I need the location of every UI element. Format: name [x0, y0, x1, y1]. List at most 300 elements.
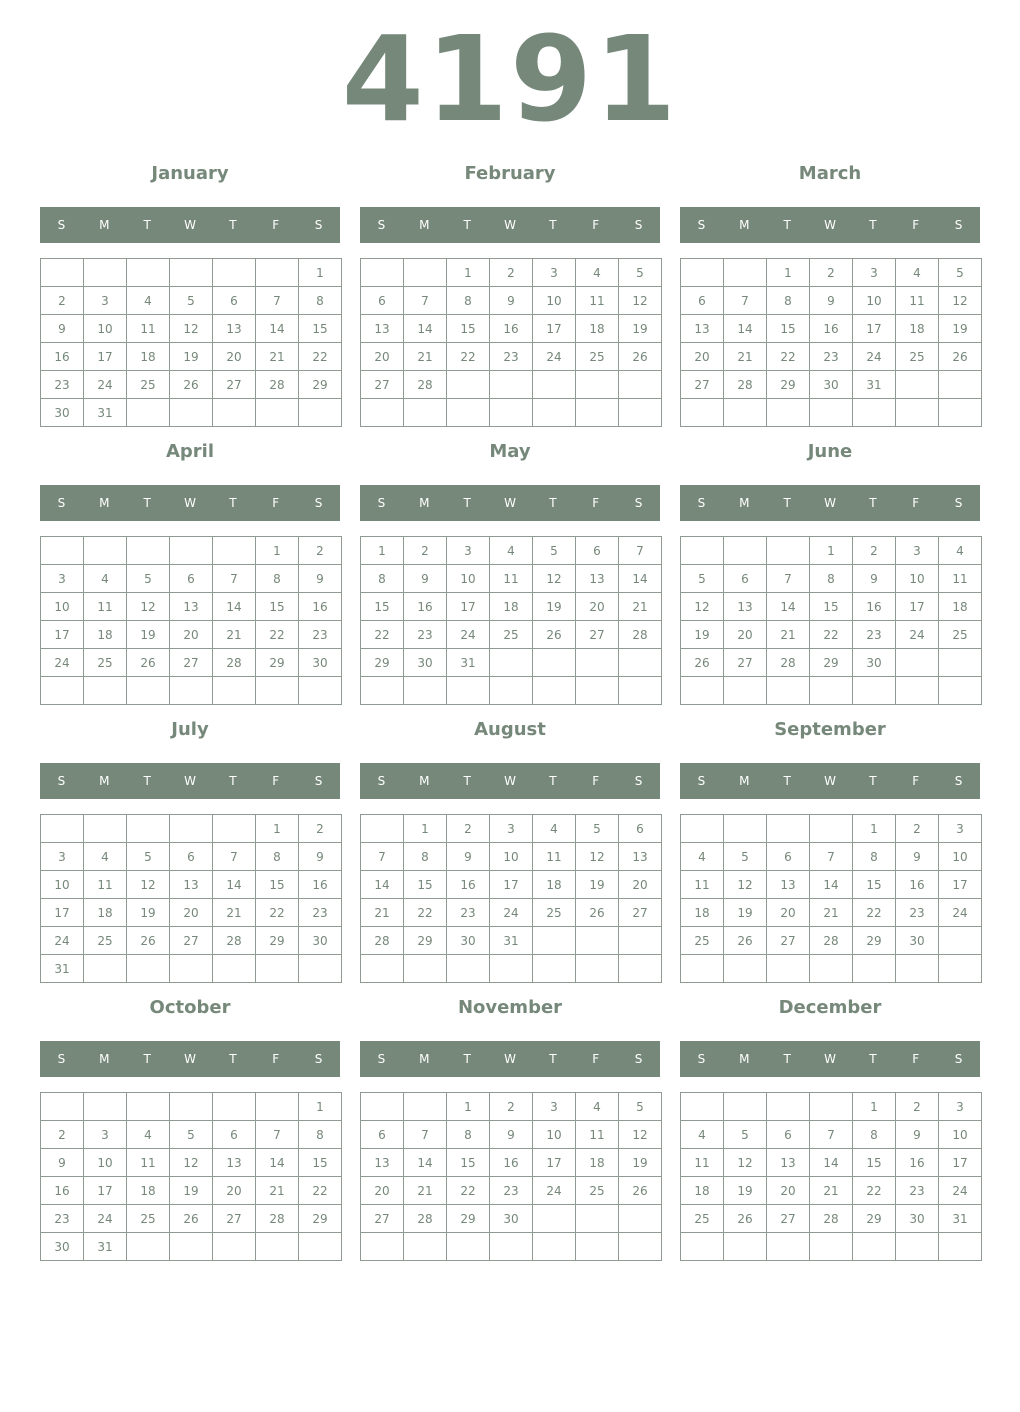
day-cell: 17	[939, 871, 982, 899]
day-cell	[533, 1233, 576, 1261]
day-cell	[213, 259, 256, 287]
weekday-label: S	[57, 496, 66, 510]
day-cell	[84, 815, 127, 843]
week-row	[41, 1121, 342, 1149]
day-cell: 8	[853, 1121, 896, 1149]
day-cell: 28	[213, 649, 256, 677]
week-row	[681, 593, 982, 621]
day-cell: 28	[810, 1205, 853, 1233]
day-cell: 22	[404, 899, 447, 927]
day-cell: 16	[41, 343, 84, 371]
day-cell: 21	[404, 1177, 447, 1205]
day-cell: 17	[84, 1177, 127, 1205]
day-cell: 8	[810, 565, 853, 593]
day-cell: 5	[724, 843, 767, 871]
day-cell: 4	[896, 259, 939, 287]
day-cell: 27	[724, 649, 767, 677]
day-cell: 17	[41, 621, 84, 649]
day-cell	[490, 649, 533, 677]
weekday-label: F	[272, 218, 280, 232]
day-cell	[896, 399, 939, 427]
day-cell	[41, 677, 84, 705]
day-cell	[361, 399, 404, 427]
week-row	[41, 677, 342, 705]
month-name: October	[149, 997, 231, 1018]
weekday-label: T	[869, 1052, 877, 1066]
month-name: September	[774, 719, 886, 740]
day-cell: 21	[404, 343, 447, 371]
month-name: June	[807, 441, 853, 462]
day-cell	[767, 399, 810, 427]
week-row	[361, 815, 662, 843]
day-cell: 4	[127, 1121, 170, 1149]
weekday-label: S	[954, 496, 963, 510]
day-cell	[533, 399, 576, 427]
day-cell: 18	[84, 621, 127, 649]
day-cell: 2	[853, 537, 896, 565]
day-cell: 5	[576, 815, 619, 843]
weekday-label: M	[739, 1052, 750, 1066]
day-cell: 11	[576, 287, 619, 315]
day-cell	[404, 399, 447, 427]
day-cell	[724, 955, 767, 983]
day-cell: 22	[361, 621, 404, 649]
day-cell	[681, 1233, 724, 1261]
day-cell: 3	[853, 259, 896, 287]
day-cell: 23	[404, 621, 447, 649]
day-cell: 17	[447, 593, 490, 621]
day-cell: 23	[299, 899, 342, 927]
day-cell	[256, 399, 299, 427]
day-cell: 2	[896, 1093, 939, 1121]
weekday-header	[40, 763, 340, 799]
week-row	[41, 1177, 342, 1205]
day-cell: 22	[299, 343, 342, 371]
day-cell: 11	[533, 843, 576, 871]
day-cell	[361, 1233, 404, 1261]
day-cell	[170, 399, 213, 427]
day-cell: 6	[724, 565, 767, 593]
week-row	[681, 315, 982, 343]
weekday-label: T	[463, 218, 471, 232]
month-calendar-september	[680, 712, 980, 990]
day-cell: 14	[213, 593, 256, 621]
day-cell: 25	[576, 343, 619, 371]
weekday-label: W	[184, 1052, 196, 1066]
week-row	[681, 1205, 982, 1233]
day-cell	[127, 955, 170, 983]
day-cell	[299, 677, 342, 705]
weekday-label: F	[272, 774, 280, 788]
day-cell	[767, 955, 810, 983]
day-cell: 23	[299, 621, 342, 649]
day-cell: 16	[41, 1177, 84, 1205]
week-row	[361, 927, 662, 955]
day-cell	[170, 537, 213, 565]
month-name: May	[489, 441, 531, 462]
day-cell: 29	[256, 927, 299, 955]
day-cell: 29	[447, 1205, 490, 1233]
day-cell	[853, 399, 896, 427]
day-cell: 22	[853, 1177, 896, 1205]
weekday-label: T	[143, 496, 151, 510]
day-cell: 20	[767, 899, 810, 927]
day-cell: 28	[404, 1205, 447, 1233]
day-cell: 5	[724, 1121, 767, 1149]
week-row	[361, 315, 662, 343]
day-cell: 9	[896, 1121, 939, 1149]
day-cell: 27	[213, 1205, 256, 1233]
day-cell: 22	[256, 621, 299, 649]
weekday-label: S	[314, 774, 323, 788]
day-cell: 18	[939, 593, 982, 621]
weekday-label: T	[229, 1052, 237, 1066]
day-cell: 15	[447, 315, 490, 343]
month-calendar-july	[40, 712, 340, 990]
weekday-label: S	[57, 1052, 66, 1066]
day-cell: 14	[213, 871, 256, 899]
day-cell: 15	[361, 593, 404, 621]
day-cell	[810, 399, 853, 427]
day-cell: 17	[84, 343, 127, 371]
day-cell: 8	[256, 565, 299, 593]
weekday-label: T	[463, 774, 471, 788]
weekday-label: W	[504, 218, 516, 232]
days-grid	[680, 258, 982, 427]
days-grid	[680, 1092, 982, 1261]
day-cell	[127, 1093, 170, 1121]
day-cell: 16	[404, 593, 447, 621]
day-cell: 12	[724, 871, 767, 899]
day-cell	[681, 537, 724, 565]
week-row	[681, 899, 982, 927]
week-row	[681, 565, 982, 593]
day-cell: 24	[41, 649, 84, 677]
day-cell: 9	[490, 287, 533, 315]
day-cell: 24	[533, 343, 576, 371]
day-cell: 22	[447, 343, 490, 371]
day-cell	[41, 259, 84, 287]
day-cell: 9	[896, 843, 939, 871]
weekday-label: T	[229, 774, 237, 788]
weekday-label: T	[783, 774, 791, 788]
month-calendar-january	[40, 156, 340, 434]
day-cell: 3	[896, 537, 939, 565]
day-cell: 21	[213, 621, 256, 649]
days-grid	[40, 814, 342, 983]
week-row	[681, 399, 982, 427]
week-row	[361, 1149, 662, 1177]
week-row	[361, 677, 662, 705]
weekday-label: T	[783, 218, 791, 232]
weekday-header	[360, 763, 660, 799]
weekday-label: M	[419, 1052, 430, 1066]
day-cell: 20	[767, 1177, 810, 1205]
day-cell: 9	[853, 565, 896, 593]
days-grid	[360, 1092, 662, 1261]
day-cell: 30	[853, 649, 896, 677]
day-cell	[724, 399, 767, 427]
day-cell: 27	[681, 371, 724, 399]
day-cell: 25	[127, 1205, 170, 1233]
week-row	[41, 649, 342, 677]
day-cell: 30	[896, 927, 939, 955]
day-cell: 31	[939, 1205, 982, 1233]
weekday-label: T	[869, 774, 877, 788]
day-cell: 30	[896, 1205, 939, 1233]
days-grid	[40, 536, 342, 705]
day-cell: 18	[681, 1177, 724, 1205]
month-calendar-november	[360, 990, 660, 1268]
week-row	[361, 287, 662, 315]
day-cell	[681, 399, 724, 427]
day-cell: 30	[490, 1205, 533, 1233]
day-cell: 4	[681, 1121, 724, 1149]
day-cell: 25	[490, 621, 533, 649]
day-cell: 17	[939, 1149, 982, 1177]
day-cell: 7	[767, 565, 810, 593]
day-cell: 31	[84, 399, 127, 427]
day-cell	[767, 1093, 810, 1121]
month-calendar-may	[360, 434, 660, 712]
day-cell: 7	[213, 843, 256, 871]
day-cell: 2	[299, 537, 342, 565]
day-cell	[533, 1205, 576, 1233]
day-cell: 11	[84, 871, 127, 899]
day-cell: 21	[767, 621, 810, 649]
day-cell	[810, 815, 853, 843]
day-cell	[84, 955, 127, 983]
weekday-label: W	[824, 774, 836, 788]
day-cell: 22	[447, 1177, 490, 1205]
month-calendar-october	[40, 990, 340, 1268]
day-cell	[576, 955, 619, 983]
weekday-label: M	[99, 774, 110, 788]
day-cell: 15	[299, 1149, 342, 1177]
weekday-label: S	[954, 1052, 963, 1066]
day-cell: 19	[533, 593, 576, 621]
day-cell: 28	[361, 927, 404, 955]
day-cell: 21	[724, 343, 767, 371]
month-calendar-february	[360, 156, 660, 434]
day-cell: 20	[681, 343, 724, 371]
week-row	[41, 843, 342, 871]
day-cell: 4	[576, 259, 619, 287]
day-cell: 26	[619, 343, 662, 371]
week-row	[41, 371, 342, 399]
week-row	[41, 1205, 342, 1233]
day-cell: 18	[127, 1177, 170, 1205]
day-cell	[619, 1205, 662, 1233]
day-cell: 30	[41, 1233, 84, 1261]
day-cell: 15	[853, 871, 896, 899]
week-row	[361, 621, 662, 649]
month-calendar-december	[680, 990, 980, 1268]
day-cell: 3	[84, 1121, 127, 1149]
day-cell: 20	[213, 343, 256, 371]
week-row	[41, 1093, 342, 1121]
day-cell: 7	[361, 843, 404, 871]
day-cell: 26	[127, 649, 170, 677]
day-cell: 26	[533, 621, 576, 649]
day-cell: 25	[896, 343, 939, 371]
weekday-label: T	[549, 218, 557, 232]
weekday-label: S	[57, 774, 66, 788]
week-row	[41, 955, 342, 983]
day-cell	[767, 815, 810, 843]
day-cell: 18	[681, 899, 724, 927]
day-cell: 22	[853, 899, 896, 927]
day-cell: 13	[361, 315, 404, 343]
weekday-label: F	[592, 218, 600, 232]
day-cell	[256, 955, 299, 983]
day-cell: 1	[361, 537, 404, 565]
day-cell	[896, 677, 939, 705]
day-cell: 11	[576, 1121, 619, 1149]
weekday-header	[40, 1041, 340, 1077]
day-cell: 17	[41, 899, 84, 927]
day-cell: 28	[724, 371, 767, 399]
day-cell: 18	[84, 899, 127, 927]
day-cell	[533, 927, 576, 955]
day-cell: 9	[404, 565, 447, 593]
weekday-label: T	[783, 496, 791, 510]
day-cell: 26	[170, 371, 213, 399]
day-cell: 25	[84, 927, 127, 955]
day-cell: 1	[853, 815, 896, 843]
day-cell: 16	[810, 315, 853, 343]
week-row	[361, 565, 662, 593]
day-cell: 6	[170, 565, 213, 593]
day-cell: 20	[170, 621, 213, 649]
weekday-label: F	[912, 774, 920, 788]
day-cell: 1	[767, 259, 810, 287]
day-cell	[361, 815, 404, 843]
day-cell: 13	[361, 1149, 404, 1177]
day-cell	[170, 1233, 213, 1261]
day-cell: 11	[681, 1149, 724, 1177]
day-cell	[724, 677, 767, 705]
weekday-label: M	[739, 774, 750, 788]
day-cell: 3	[533, 259, 576, 287]
weekday-label: S	[697, 774, 706, 788]
day-cell	[404, 1233, 447, 1261]
day-cell	[84, 537, 127, 565]
day-cell	[170, 677, 213, 705]
weekday-label: S	[377, 218, 386, 232]
week-row	[361, 1093, 662, 1121]
day-cell: 26	[724, 927, 767, 955]
day-cell: 10	[853, 287, 896, 315]
day-cell: 2	[299, 815, 342, 843]
week-row	[361, 1121, 662, 1149]
day-cell	[84, 677, 127, 705]
day-cell: 25	[533, 899, 576, 927]
day-cell: 5	[127, 565, 170, 593]
day-cell: 28	[404, 371, 447, 399]
weekday-header	[680, 763, 980, 799]
day-cell: 14	[810, 871, 853, 899]
day-cell: 17	[490, 871, 533, 899]
weekday-label: M	[99, 496, 110, 510]
day-cell: 13	[619, 843, 662, 871]
day-cell: 16	[299, 871, 342, 899]
day-cell: 21	[810, 1177, 853, 1205]
days-grid	[680, 536, 982, 705]
day-cell	[404, 259, 447, 287]
weekday-label: M	[739, 496, 750, 510]
month-calendar-august	[360, 712, 660, 990]
day-cell: 13	[213, 1149, 256, 1177]
day-cell	[170, 955, 213, 983]
day-cell: 21	[256, 343, 299, 371]
day-cell: 25	[681, 1205, 724, 1233]
day-cell: 7	[213, 565, 256, 593]
days-grid	[360, 536, 662, 705]
day-cell: 29	[853, 927, 896, 955]
day-cell: 16	[853, 593, 896, 621]
day-cell: 10	[84, 1149, 127, 1177]
day-cell	[213, 1233, 256, 1261]
weekday-header	[40, 207, 340, 243]
day-cell: 4	[490, 537, 533, 565]
day-cell: 16	[490, 315, 533, 343]
day-cell: 28	[213, 927, 256, 955]
day-cell	[213, 537, 256, 565]
week-row	[41, 287, 342, 315]
day-cell: 3	[447, 537, 490, 565]
weekday-label: T	[869, 496, 877, 510]
week-row	[361, 1177, 662, 1205]
week-row	[41, 343, 342, 371]
weekday-label: F	[912, 1052, 920, 1066]
day-cell: 7	[256, 287, 299, 315]
day-cell: 14	[724, 315, 767, 343]
day-cell: 29	[853, 1205, 896, 1233]
week-row	[681, 927, 982, 955]
day-cell: 19	[127, 899, 170, 927]
day-cell: 5	[681, 565, 724, 593]
day-cell: 12	[533, 565, 576, 593]
weekday-label: T	[229, 218, 237, 232]
day-cell: 5	[533, 537, 576, 565]
day-cell: 24	[447, 621, 490, 649]
day-cell	[361, 1093, 404, 1121]
weekday-label: S	[697, 218, 706, 232]
day-cell	[619, 1233, 662, 1261]
weekday-label: T	[143, 774, 151, 788]
weekday-label: S	[377, 774, 386, 788]
week-row	[361, 871, 662, 899]
day-cell: 4	[576, 1093, 619, 1121]
day-cell: 4	[84, 565, 127, 593]
day-cell: 8	[256, 843, 299, 871]
day-cell: 2	[447, 815, 490, 843]
day-cell: 19	[724, 899, 767, 927]
week-row	[681, 1149, 982, 1177]
day-cell	[724, 815, 767, 843]
day-cell: 29	[256, 649, 299, 677]
day-cell: 3	[84, 287, 127, 315]
weekday-label: M	[419, 218, 430, 232]
day-cell: 28	[810, 927, 853, 955]
month-name: August	[474, 719, 546, 740]
weekday-header	[360, 1041, 660, 1077]
day-cell	[810, 677, 853, 705]
day-cell: 24	[853, 343, 896, 371]
weekday-label: F	[912, 218, 920, 232]
day-cell: 20	[619, 871, 662, 899]
